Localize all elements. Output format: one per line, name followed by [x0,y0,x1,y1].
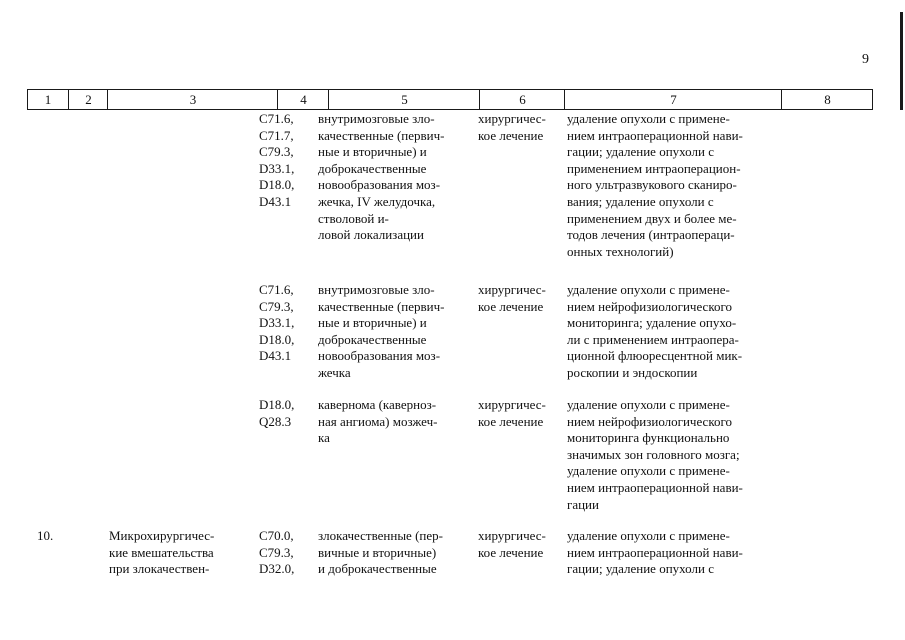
row1-method: удаление опухоли с примене- нием интраоперационной нави- гации; удаление опухоли с применением интраоперацион- ного ультразвукового сканиро- вания; удаление опухоли с применением двух и более ме- тодов лечения (интраопераци- онных технологий) [567,111,743,259]
header-col-2: 2 [68,90,108,109]
header-col-7: 7 [564,90,782,109]
header-col-1: 1 [44,92,52,107]
page-number: 9 [862,52,869,67]
header-col-5: 5 [328,90,480,109]
row2-codes: C71.6, C79.3, D33.1, D18.0, D43.1 [259,282,295,364]
row1-description: внутримозговые зло- качественные (первич- ные и вторичные) и доброкачественные новообразования моз- жечка, IV желудочка, стволовой и- ловой локализации [318,111,445,243]
header-col-3: 3 [107,90,278,109]
margin-bar [900,12,903,110]
row4-name: Микрохирургичес- кие вмешательства при злокачествен- [109,528,215,577]
row3-codes: D18.0, Q28.3 [259,397,295,429]
row3-treatment: хирургичес- кое лечение [478,397,546,429]
row1-codes: C71.6, C71.7, C79.3, D33.1, D18.0, D43.1 [259,111,295,209]
header-col-8: 8 [781,90,873,109]
table-header [27,89,873,110]
row4-treatment: хирургичес- кое лечение [478,528,546,560]
row4-codes: C70.0, C79.3, D32.0, [259,528,295,577]
row4-number: 10. [37,528,54,543]
row2-description: внутримозговые зло- качественные (первич- ные и вторичные) и доброкачественные новообразования моз- жечка [318,282,445,380]
row2-method: удаление опухоли с примене- нием нейрофизиологического мониторинга; удаление опухо- ли с применением интраопера- ционной флюоресцентной мик- роскопии и эндоскопии [567,282,743,380]
row4-method: удаление опухоли с примене- нием интраоперационной нави- гации; удаление опухоли с [567,528,743,577]
row3-method: удаление опухоли с примене- нием нейрофизиологического мониторинга функционально значимых зон головного мозга; удаление опухоли с примене- нием интраоперационной нави- гации [567,397,743,512]
header-col-4: 4 [277,90,329,109]
row2-treatment: хирургичес- кое лечение [478,282,546,314]
row3-description: кавернома (каверноз- ная ангиома) мозжеч- ка [318,397,438,446]
row1-treatment: хирургичес- кое лечение [478,111,546,143]
row4-description: злокачественные (пер- вичные и вторичные) и доброкачественные [318,528,443,577]
header-col-6: 6 [479,90,565,109]
